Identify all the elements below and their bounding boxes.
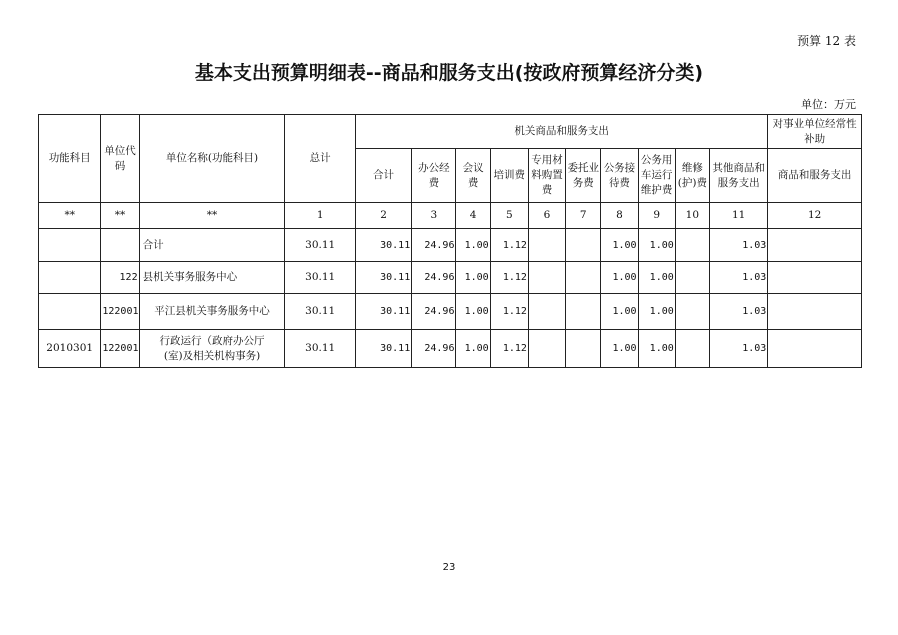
index-cell: 6 — [528, 203, 565, 229]
commission-cell — [566, 262, 601, 294]
reception-cell: 1.00 — [601, 229, 638, 262]
index-cell: 11 — [709, 203, 767, 229]
header-col-1: 合计 — [355, 149, 411, 203]
subsidy-cell — [768, 262, 862, 294]
material-cell — [528, 330, 565, 368]
header-group-main: 机关商品和服务支出 — [355, 115, 767, 149]
budget-table — [38, 114, 862, 368]
page-number: 23 — [442, 562, 456, 573]
header-col-10: 其他商品和服务支出 — [709, 149, 767, 203]
vehicle-cell: 1.00 — [638, 262, 675, 294]
unit-name-cell: 县机关事务服务中心 — [139, 262, 285, 294]
header-col-5: 专用材料购置费 — [528, 149, 565, 203]
other-cell: 1.03 — [709, 330, 767, 368]
subtotal-cell: 30.11 — [355, 229, 411, 262]
unit-name-cell: 行政运行（政府办公厅(室)及相关机构事务) — [139, 330, 285, 368]
commission-cell — [566, 330, 601, 368]
meeting-cell: 1.00 — [456, 330, 490, 368]
total-cell: 30.11 — [285, 294, 355, 330]
total-cell: 30.11 — [285, 229, 355, 262]
subsidy-cell — [768, 330, 862, 368]
material-cell — [528, 229, 565, 262]
index-row — [39, 203, 862, 229]
training-cell: 1.12 — [490, 294, 528, 330]
func-code-cell — [39, 262, 101, 294]
repair-cell — [675, 294, 709, 330]
table-row — [39, 330, 862, 368]
repair-cell — [675, 262, 709, 294]
index-cell: ** — [101, 203, 139, 229]
func-code-cell: 2010301 — [39, 330, 101, 368]
index-cell: 2 — [355, 203, 411, 229]
index-cell: 1 — [285, 203, 355, 229]
office-cell: 24.96 — [412, 330, 456, 368]
index-cell: 10 — [675, 203, 709, 229]
index-cell: 3 — [412, 203, 456, 229]
table-row — [39, 262, 862, 294]
subsidy-cell — [768, 294, 862, 330]
header-col-8: 公务用车运行维护费 — [638, 149, 675, 203]
material-cell — [528, 294, 565, 330]
meeting-cell: 1.00 — [456, 229, 490, 262]
header-row-1 — [39, 115, 862, 149]
unit-code-cell — [101, 229, 139, 262]
subtotal-cell: 30.11 — [355, 294, 411, 330]
header-col-3: 会议费 — [456, 149, 490, 203]
vehicle-cell: 1.00 — [638, 294, 675, 330]
index-cell: 7 — [566, 203, 601, 229]
material-cell — [528, 262, 565, 294]
index-cell: 9 — [638, 203, 675, 229]
header-unit-name: 单位名称(功能科目) — [139, 115, 285, 203]
index-cell: ** — [139, 203, 285, 229]
training-cell: 1.12 — [490, 330, 528, 368]
table-row — [39, 294, 862, 330]
header-total: 总计 — [285, 115, 355, 203]
commission-cell — [566, 294, 601, 330]
func-code-cell — [39, 229, 101, 262]
subtotal-cell: 30.11 — [355, 330, 411, 368]
vehicle-cell: 1.00 — [638, 330, 675, 368]
unit-code-cell: 122 — [101, 262, 139, 294]
meeting-cell: 1.00 — [456, 294, 490, 330]
unit-code-cell: 122001 — [101, 294, 139, 330]
header-group-sub: 对事业单位经常性补助 — [768, 115, 862, 149]
total-cell: 30.11 — [285, 262, 355, 294]
header-col-2: 办公经费 — [412, 149, 456, 203]
index-cell: 5 — [490, 203, 528, 229]
other-cell: 1.03 — [709, 262, 767, 294]
training-cell: 1.12 — [490, 262, 528, 294]
training-cell: 1.12 — [490, 229, 528, 262]
other-cell: 1.03 — [709, 294, 767, 330]
repair-cell — [675, 229, 709, 262]
unit-name-cell: 平江县机关事务服务中心 — [139, 294, 285, 330]
header-func-code: 功能科目 — [39, 115, 101, 203]
vehicle-cell: 1.00 — [638, 229, 675, 262]
subtotal-cell: 30.11 — [355, 262, 411, 294]
unit-label: 单位：万元 — [801, 98, 856, 111]
repair-cell — [675, 330, 709, 368]
form-number: 预算 12 表 — [797, 34, 856, 48]
header-col-9: 维修(护)费 — [675, 149, 709, 203]
page-title: 基本支出预算明细表--商品和服务支出(按政府预算经济分类) — [194, 62, 704, 84]
office-cell: 24.96 — [412, 294, 456, 330]
subsidy-cell — [768, 229, 862, 262]
reception-cell: 1.00 — [601, 262, 638, 294]
unit-code-cell: 122001 — [101, 330, 139, 368]
index-cell: ** — [39, 203, 101, 229]
header-col-6: 委托业务费 — [566, 149, 601, 203]
commission-cell — [566, 229, 601, 262]
index-cell: 12 — [768, 203, 862, 229]
header-col-7: 公务接待费 — [601, 149, 638, 203]
func-code-cell — [39, 294, 101, 330]
index-cell: 4 — [456, 203, 490, 229]
unit-name-cell: 合计 — [139, 229, 285, 262]
office-cell: 24.96 — [412, 262, 456, 294]
header-col-11: 商品和服务支出 — [768, 149, 862, 203]
header-col-4: 培训费 — [490, 149, 528, 203]
total-cell: 30.11 — [285, 330, 355, 368]
reception-cell: 1.00 — [601, 294, 638, 330]
meeting-cell: 1.00 — [456, 262, 490, 294]
table-row — [39, 229, 862, 262]
reception-cell: 1.00 — [601, 330, 638, 368]
office-cell: 24.96 — [412, 229, 456, 262]
header-unit-code: 单位代码 — [101, 115, 139, 203]
other-cell: 1.03 — [709, 229, 767, 262]
index-cell: 8 — [601, 203, 638, 229]
